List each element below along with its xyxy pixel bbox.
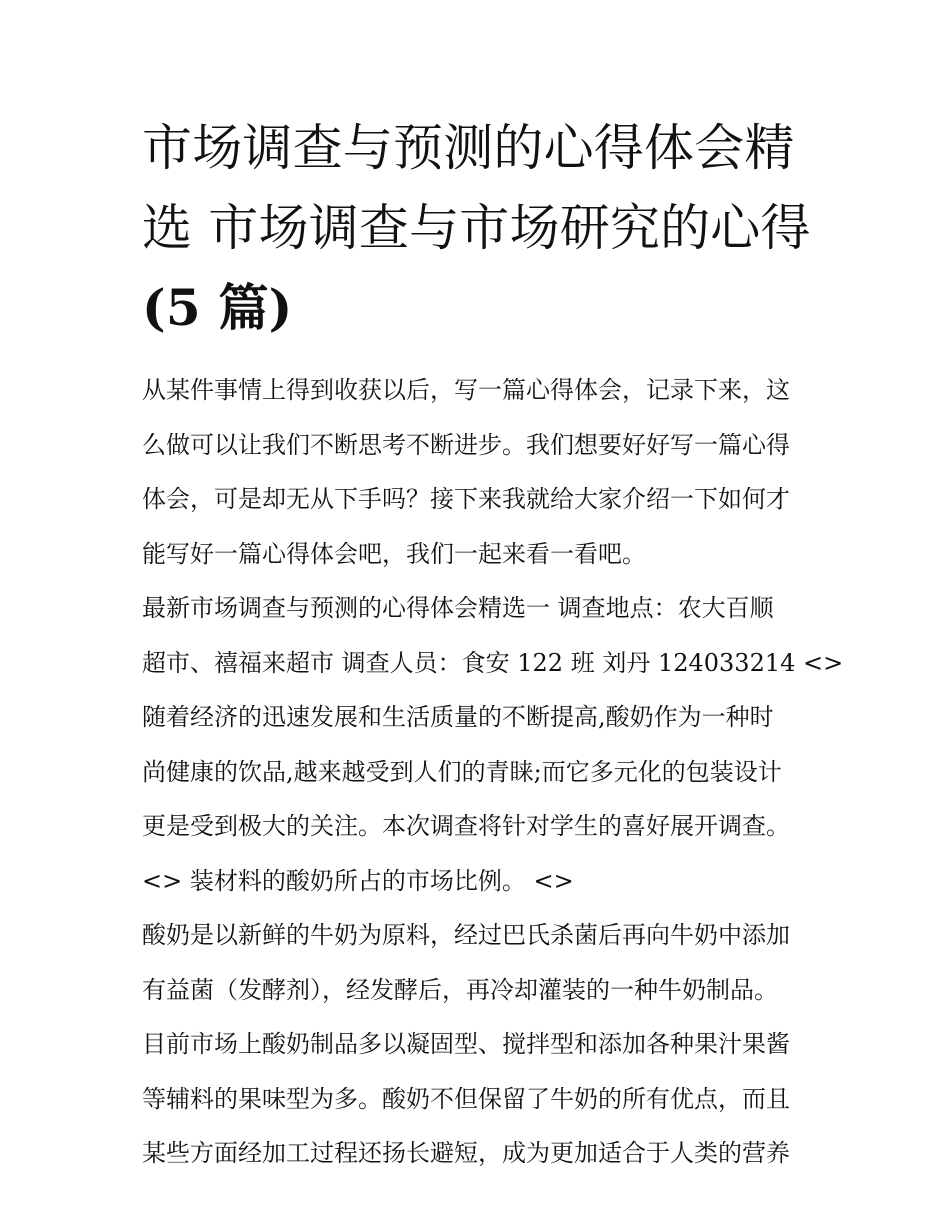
text-line: 尚健康的饮品,越来越受到人们的青睐;而它多元化的包装设计 bbox=[142, 757, 782, 786]
text-line: <> 装材料的酸奶所占的市场比例。 <> bbox=[142, 866, 574, 895]
text-line: 体会，可是却无从下手吗？接下来我就给大家介绍一下如何才 bbox=[142, 485, 790, 513]
title-line: 选 市场调查与市场研究的心得 bbox=[142, 199, 811, 257]
title-line: 市场调查与预测的心得体会精 bbox=[142, 119, 795, 177]
title-line: (5 篇) bbox=[142, 278, 293, 337]
text-line: 某些方面经加工过程还扬长避短，成为更加适合于人类的营养 bbox=[142, 1139, 790, 1167]
text-line: 么做可以让我们不断思考不断进步。我们想要好好写一篇心得 bbox=[142, 430, 790, 459]
text-line: 超市、禧福来超市 调查人员：食安 122 班 刘丹 124033214 <> bbox=[142, 648, 844, 677]
document-content bbox=[142, 108, 844, 1181]
survey-section-paragraph bbox=[142, 581, 844, 908]
text-line: 最新市场调查与预测的心得体会精选一 调查地点：农大百顺 bbox=[142, 594, 774, 622]
text-line: 等辅料的果味型为多。酸奶不但保留了牛奶的所有优点，而且 bbox=[142, 1084, 790, 1113]
text-line: 酸奶是以新鲜的牛奶为原料，经过巴氏杀菌后再向牛奶中添加 bbox=[142, 921, 790, 949]
text-line: 随着经济的迅速发展和生活质量的不断提高,酸奶作为一种时 bbox=[142, 703, 774, 731]
text-line: 有益菌（发酵剂），经发酵后，再冷却灌装的一种牛奶制品。 bbox=[142, 975, 778, 1004]
text-line: 目前市场上酸奶制品多以凝固型、搅拌型和添加各种果汁果酱 bbox=[142, 1030, 790, 1058]
text-line: 从某件事情上得到收获以后，写一篇心得体会，记录下来，这 bbox=[142, 376, 790, 404]
text-line: 能写好一篇心得体会吧，我们一起来看一看吧。 bbox=[142, 539, 646, 568]
intro-paragraph bbox=[142, 363, 812, 581]
document-title bbox=[142, 108, 812, 348]
body-paragraph bbox=[142, 908, 812, 1181]
text-line: 更是受到极大的关注。本次调查将针对学生的喜好展开调查。 bbox=[142, 812, 790, 840]
